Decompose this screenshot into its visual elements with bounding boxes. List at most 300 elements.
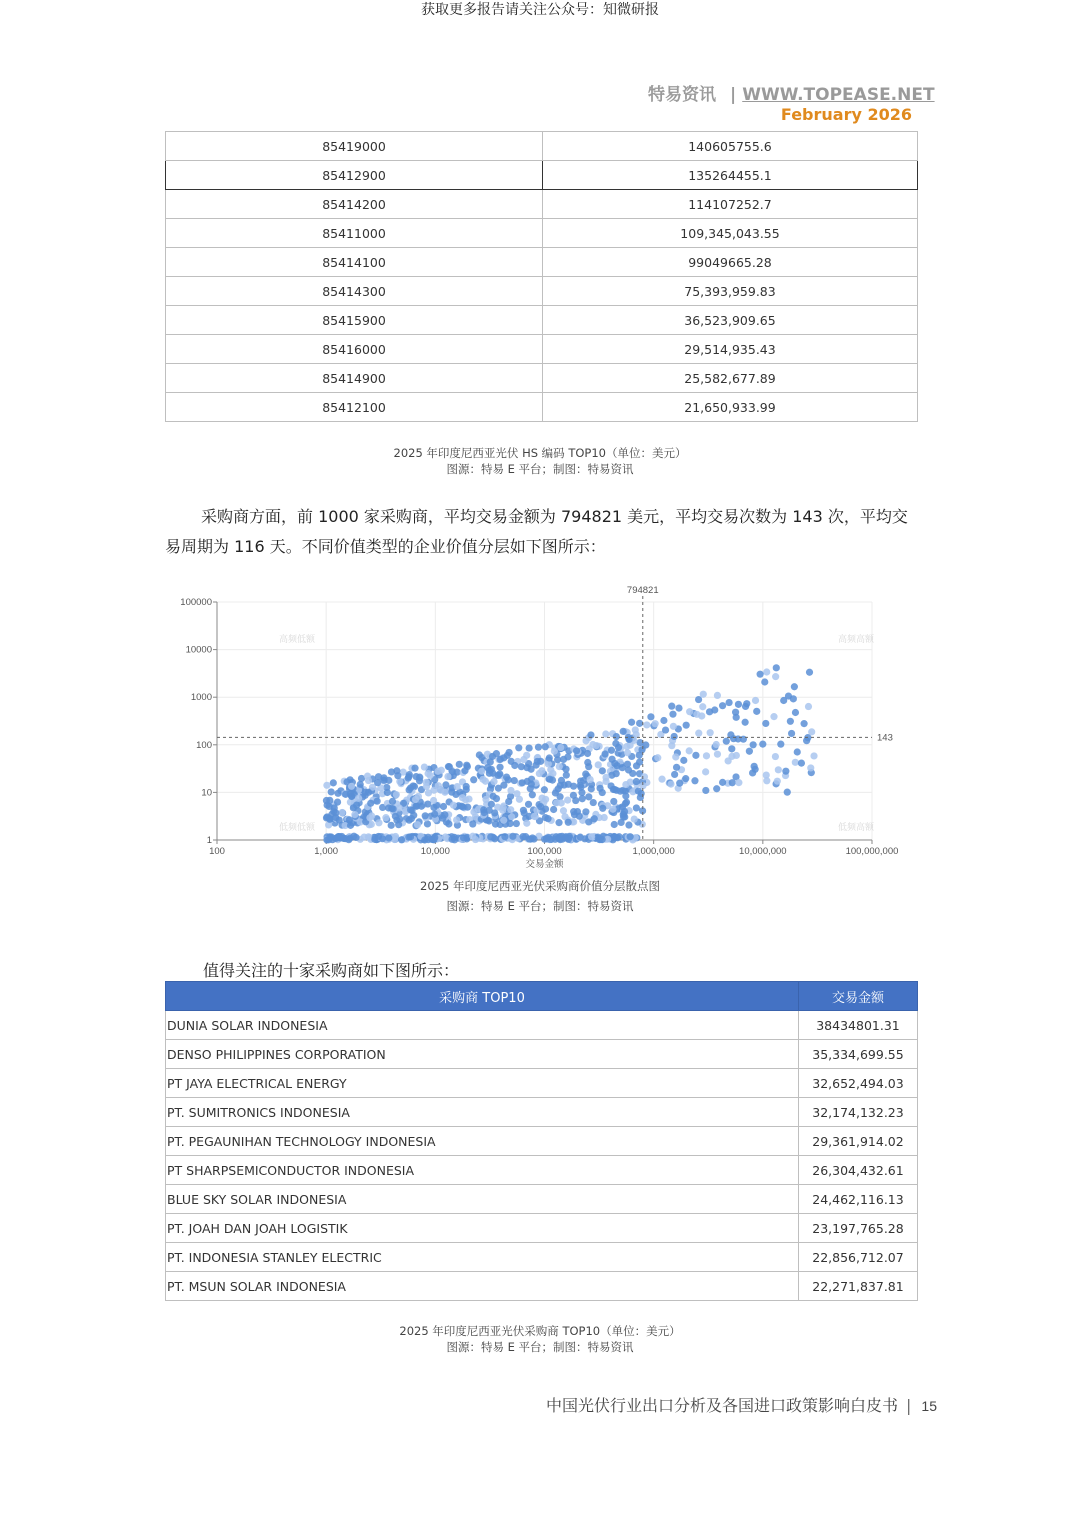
scatter-point bbox=[463, 783, 470, 790]
scatter-point bbox=[587, 776, 594, 783]
scatter-point bbox=[546, 776, 553, 783]
scatter-point bbox=[599, 767, 606, 774]
scatter-point bbox=[454, 783, 461, 790]
scatter-point bbox=[751, 763, 758, 770]
scatter-point bbox=[460, 834, 467, 841]
scatter-point bbox=[357, 781, 364, 788]
scatter-point bbox=[673, 764, 680, 771]
scatter-point bbox=[374, 779, 381, 786]
buyer-subheading: 值得关注的十家采购商如下图所示： bbox=[203, 961, 460, 980]
scatter-point bbox=[535, 744, 542, 751]
scatter-point bbox=[590, 799, 597, 806]
scatter-point bbox=[555, 819, 562, 826]
scatter-point bbox=[752, 697, 759, 704]
scatter-point bbox=[757, 671, 764, 678]
y-tick-label: 100000 bbox=[180, 597, 212, 608]
report-date: February 2026 bbox=[780, 105, 912, 124]
scatter-point bbox=[774, 778, 781, 785]
buyer-amount-cell: 26,304,432.61 bbox=[799, 1156, 918, 1185]
scatter-point bbox=[482, 796, 489, 803]
hs-code-cell: 85414900 bbox=[166, 364, 543, 393]
scatter-point bbox=[506, 820, 513, 827]
scatter-point bbox=[658, 776, 665, 783]
scatter-point bbox=[622, 792, 629, 799]
scatter-point bbox=[499, 807, 506, 814]
brand-separator: | bbox=[730, 85, 737, 105]
scatter-point bbox=[773, 664, 780, 671]
buyer-column-header: 采购商 TOP10 bbox=[166, 982, 799, 1011]
scatter-point bbox=[728, 753, 735, 760]
scatter-point bbox=[388, 822, 395, 829]
hs-value-cell: 25,582,677.89 bbox=[543, 364, 918, 393]
scatter-point bbox=[448, 836, 455, 843]
scatter-point bbox=[330, 779, 337, 786]
table-row bbox=[166, 190, 918, 219]
scatter-point bbox=[572, 797, 579, 804]
scatter-point bbox=[385, 834, 392, 841]
scatter-point bbox=[577, 834, 584, 841]
scatter-point bbox=[589, 741, 596, 748]
buyer-name-cell: PT SHARPSEMICONDUCTOR INDONESIA bbox=[166, 1156, 799, 1185]
scatter-point bbox=[430, 787, 437, 794]
table-row bbox=[166, 132, 918, 161]
scatter-point bbox=[339, 809, 346, 816]
scatter-point bbox=[787, 718, 794, 725]
scatter-point bbox=[599, 805, 606, 812]
scatter-point bbox=[702, 768, 709, 775]
brand-url[interactable]: WWW.TOPEASE.NET bbox=[742, 85, 935, 105]
scatter-point bbox=[396, 804, 403, 811]
scatter-point bbox=[619, 803, 626, 810]
scatter-point bbox=[719, 702, 726, 709]
scatter-point bbox=[624, 749, 631, 756]
scatter-point bbox=[806, 669, 813, 676]
scatter-point bbox=[355, 795, 362, 802]
scatter-point bbox=[612, 740, 619, 747]
scatter-point bbox=[735, 701, 742, 708]
y-tick-label: 100 bbox=[196, 739, 212, 751]
quadrant-label: 低频高额 bbox=[837, 822, 875, 832]
page-number: 15 bbox=[921, 1398, 937, 1414]
scatter-point bbox=[424, 800, 431, 807]
scatter-point bbox=[542, 743, 549, 750]
scatter-point bbox=[579, 795, 586, 802]
scatter-point bbox=[713, 741, 720, 748]
scatter-point bbox=[671, 771, 678, 778]
scatter-point bbox=[625, 766, 632, 773]
scatter-point bbox=[562, 766, 569, 773]
scatter-point bbox=[668, 703, 675, 710]
table-row bbox=[166, 1185, 918, 1214]
scatter-point bbox=[543, 835, 550, 842]
scatter-point bbox=[411, 765, 418, 772]
buyer-name-cell: DUNIA SOLAR INDONESIA bbox=[166, 1011, 799, 1040]
scatter-point bbox=[470, 808, 477, 815]
scatter-point bbox=[622, 781, 629, 788]
scatter-point bbox=[573, 747, 580, 754]
scatter-point bbox=[366, 814, 373, 821]
scatter-point bbox=[410, 812, 417, 819]
scatter-point bbox=[695, 730, 702, 737]
scatter-point bbox=[647, 713, 654, 720]
scatter-point bbox=[680, 757, 687, 764]
buyer-amount-cell: 22,856,712.07 bbox=[799, 1243, 918, 1272]
table-row bbox=[166, 364, 918, 393]
table-row bbox=[166, 1272, 918, 1301]
table-row bbox=[166, 277, 918, 306]
hs-value-cell: 99049665.28 bbox=[543, 248, 918, 277]
scatter-point bbox=[353, 802, 360, 809]
scatter-point bbox=[700, 691, 707, 698]
scatter-point bbox=[519, 833, 526, 840]
scatter-point bbox=[691, 777, 698, 784]
hs-value-cell: 29,514,935.43 bbox=[543, 335, 918, 364]
scatter-point bbox=[602, 774, 609, 781]
scatter-point bbox=[490, 778, 497, 785]
hs-value-cell: 135264455.1 bbox=[543, 161, 918, 190]
scatter-point bbox=[534, 758, 541, 765]
scatter-point bbox=[531, 813, 538, 820]
scatter-point bbox=[714, 692, 721, 699]
avg-amount-label: 794821 bbox=[626, 585, 659, 596]
scatter-point bbox=[633, 762, 640, 769]
scatter-point bbox=[513, 820, 520, 827]
scatter-point bbox=[610, 786, 617, 793]
scatter-point bbox=[550, 806, 557, 813]
scatter-point bbox=[392, 813, 399, 820]
x-tick-label: 100,000 bbox=[527, 846, 562, 857]
scatter-point bbox=[526, 744, 533, 751]
scatter-point bbox=[729, 779, 736, 786]
scatter-point bbox=[520, 807, 527, 814]
buyer-name-cell: DENSO PHILIPPINES CORPORATION bbox=[166, 1040, 799, 1069]
scatter-point bbox=[635, 787, 642, 794]
scatter-point bbox=[323, 797, 330, 804]
scatter-point bbox=[682, 775, 689, 782]
scatter-point bbox=[703, 752, 710, 759]
buyer-name-cell: PT JAYA ELECTRICAL ENERGY bbox=[166, 1069, 799, 1098]
scatter-point bbox=[525, 801, 532, 808]
scatter-point bbox=[487, 833, 494, 840]
y-tick-label: 10000 bbox=[185, 644, 212, 656]
scatter-point bbox=[770, 713, 777, 720]
scatter-point bbox=[761, 678, 768, 685]
scatter-point bbox=[735, 779, 742, 786]
scatter-point bbox=[511, 777, 518, 784]
scatter-point bbox=[551, 748, 558, 755]
scatter-point bbox=[608, 756, 615, 763]
scatter-point bbox=[375, 819, 382, 826]
top-banner: 获取更多报告请关注公众号：知微研报 bbox=[421, 2, 659, 18]
scatter-point bbox=[794, 748, 801, 755]
x-axis-label: 交易金额 bbox=[525, 859, 564, 870]
scatter-point bbox=[686, 747, 693, 754]
scatter-point bbox=[654, 754, 661, 761]
scatter-point bbox=[585, 793, 592, 800]
scatter-point bbox=[676, 780, 683, 787]
hs-table-caption: 2025 年印度尼西亚光伏 HS 编码 TOP10（单位：美元） bbox=[393, 446, 687, 460]
hs-code-cell: 85414300 bbox=[166, 277, 543, 306]
x-tick-label: 1,000,000 bbox=[632, 846, 675, 857]
scatter-point bbox=[596, 785, 603, 792]
scatter-point bbox=[668, 742, 675, 749]
hs-code-cell: 85414100 bbox=[166, 248, 543, 277]
scatter-point bbox=[422, 812, 429, 819]
hs-code-cell: 85412100 bbox=[166, 393, 543, 422]
scatter-point bbox=[719, 779, 726, 786]
scatter-point bbox=[410, 782, 417, 789]
scatter-point bbox=[759, 741, 766, 748]
brand-header bbox=[648, 80, 935, 105]
scatter-point bbox=[683, 722, 690, 729]
scatter-point bbox=[516, 796, 523, 803]
scatter-point bbox=[351, 811, 358, 818]
chart-source: 图源：特易 E 平台；制图：特易资讯 bbox=[446, 899, 634, 913]
scatter-point bbox=[560, 807, 567, 814]
scatter-point bbox=[791, 683, 798, 690]
scatter-point bbox=[557, 744, 564, 751]
scatter-point bbox=[707, 729, 714, 736]
scatter-point bbox=[384, 789, 391, 796]
scatter-point bbox=[740, 736, 747, 743]
scatter-point bbox=[671, 733, 678, 740]
scatter-point bbox=[631, 815, 638, 822]
scatter-point bbox=[609, 806, 616, 813]
table-row bbox=[166, 1011, 918, 1040]
scatter-point bbox=[576, 813, 583, 820]
hs-code-cell: 85419000 bbox=[166, 132, 543, 161]
scatter-point bbox=[633, 804, 640, 811]
scatter-point bbox=[424, 770, 431, 777]
buyer-table-caption: 2025 年印度尼西亚光伏采购商 TOP10（单位：美元） bbox=[399, 1324, 681, 1338]
scatter-point bbox=[627, 833, 634, 840]
scatter-point bbox=[325, 836, 332, 843]
hs-code-cell: 85414200 bbox=[166, 190, 543, 219]
scatter-point bbox=[669, 711, 676, 718]
scatter-point bbox=[675, 705, 682, 712]
buyer-amount-cell: 23,197,765.28 bbox=[799, 1214, 918, 1243]
buyer-amount-cell: 38434801.31 bbox=[799, 1011, 918, 1040]
buyer-amount-cell: 22,271,837.81 bbox=[799, 1272, 918, 1301]
scatter-point bbox=[725, 699, 732, 706]
scatter-point bbox=[388, 768, 395, 775]
scatter-point bbox=[528, 780, 535, 787]
scatter-point bbox=[459, 794, 466, 801]
scatter-point bbox=[497, 756, 504, 763]
scatter-point bbox=[746, 748, 753, 755]
buyer-name-cell: PT. INDONESIA STANLEY ELECTRIC bbox=[166, 1243, 799, 1272]
scatter-point bbox=[561, 781, 568, 788]
scatter-point bbox=[424, 820, 431, 827]
scatter-point bbox=[805, 703, 812, 710]
scatter-point bbox=[608, 747, 615, 754]
scatter-point bbox=[469, 820, 476, 827]
scatter-point bbox=[632, 726, 639, 733]
scatter-point bbox=[444, 773, 451, 780]
scatter-point bbox=[713, 785, 720, 792]
hs-table-source: 图源：特易 E 平台；制图：特易资讯 bbox=[446, 462, 634, 476]
scatter-point bbox=[672, 753, 679, 760]
table-row bbox=[166, 1040, 918, 1069]
scatter-point bbox=[782, 768, 789, 775]
scatter-point bbox=[706, 708, 713, 715]
scatter-point bbox=[486, 817, 493, 824]
scatter-point bbox=[777, 741, 784, 748]
scatter-point bbox=[723, 738, 730, 745]
scatter-point bbox=[570, 808, 577, 815]
scatter-point bbox=[792, 709, 799, 716]
chart-caption: 2025 年印度尼西亚光伏采购商价值分层散点图 bbox=[420, 879, 660, 893]
scatter-point bbox=[405, 774, 412, 781]
quadrant-label: 高频低额 bbox=[278, 634, 316, 644]
scatter-point bbox=[506, 749, 513, 756]
scatter-point bbox=[507, 787, 514, 794]
scatter-point bbox=[798, 760, 805, 767]
scatter-point bbox=[620, 811, 627, 818]
scatter-point bbox=[382, 814, 389, 821]
brand-name: 特易资讯 bbox=[648, 85, 716, 105]
scatter-point bbox=[546, 754, 553, 761]
scatter-point bbox=[412, 796, 419, 803]
scatter-point bbox=[753, 708, 760, 715]
scatter-point bbox=[807, 764, 814, 771]
scatter-point bbox=[698, 712, 705, 719]
scatter-point bbox=[636, 752, 643, 759]
scatter-point bbox=[446, 763, 453, 770]
scatter-points bbox=[323, 664, 818, 843]
scatter-point bbox=[772, 673, 779, 680]
scatter-point bbox=[633, 778, 640, 785]
scatter-point bbox=[556, 763, 563, 770]
hs-code-table bbox=[165, 131, 918, 422]
scatter-point bbox=[692, 752, 699, 759]
scatter-point bbox=[617, 788, 624, 795]
scatter-point bbox=[365, 789, 372, 796]
scatter-point bbox=[790, 695, 797, 702]
buyer-summary-paragraph: 采购商方面，前 1000 家采购商，平均交易金额为 794821 美元，平均交易次数为 143 次，平均交易周期为 116 天。不同价值类型的企业价值分层如下图所示： bbox=[165, 507, 908, 556]
buyer-amount-cell: 32,652,494.03 bbox=[799, 1069, 918, 1098]
buyer-amount-cell: 24,462,116.13 bbox=[799, 1185, 918, 1214]
table-row bbox=[166, 1214, 918, 1243]
x-tick-label: 100 bbox=[209, 846, 225, 857]
quadrant-label: 高频高额 bbox=[837, 634, 875, 644]
scatter-point bbox=[439, 815, 446, 822]
table-row bbox=[166, 1243, 918, 1272]
footer-title: 中国光伏行业出口分析及各国进口政策影响白皮书 bbox=[546, 1396, 899, 1415]
scatter-point bbox=[523, 820, 530, 827]
table-row bbox=[166, 1069, 918, 1098]
table-row bbox=[166, 306, 918, 335]
table-row bbox=[166, 161, 918, 190]
scatter-point bbox=[702, 787, 709, 794]
scatter-point bbox=[393, 791, 400, 798]
scatter-point bbox=[772, 753, 779, 760]
scatter-point bbox=[620, 728, 627, 735]
scatter-point bbox=[379, 835, 386, 842]
scatter-point bbox=[492, 821, 499, 828]
hs-value-cell: 114107252.7 bbox=[543, 190, 918, 219]
scatter-point bbox=[394, 772, 401, 779]
scatter-point bbox=[484, 764, 491, 771]
table-row bbox=[166, 219, 918, 248]
scatter-point bbox=[445, 820, 452, 827]
scatter-point bbox=[380, 774, 387, 781]
scatter-point bbox=[490, 793, 497, 800]
scatter-point bbox=[788, 730, 795, 737]
scatter-point bbox=[440, 803, 447, 810]
scatter-point bbox=[398, 836, 405, 843]
amount-column-header: 交易金额 bbox=[799, 982, 918, 1011]
scatter-point bbox=[530, 835, 537, 842]
scatter-point bbox=[453, 816, 460, 823]
scatter-point bbox=[667, 780, 674, 787]
hs-value-cell: 140605755.6 bbox=[543, 132, 918, 161]
scatter-point bbox=[784, 789, 791, 796]
scatter-point bbox=[430, 835, 437, 842]
hs-code-cell: 85415900 bbox=[166, 306, 543, 335]
hs-code-cell: 85411000 bbox=[166, 219, 543, 248]
scatter-point bbox=[625, 821, 632, 828]
x-tick-label: 10,000 bbox=[420, 846, 450, 857]
avg-frequency-label: 143 bbox=[877, 732, 893, 744]
scatter-point bbox=[558, 799, 565, 806]
quadrant-label: 低频低额 bbox=[278, 822, 316, 832]
scatter-point bbox=[346, 816, 353, 823]
scatter-point bbox=[780, 697, 787, 704]
scatter-point bbox=[601, 814, 608, 821]
hs-code-cell: 85416000 bbox=[166, 335, 543, 364]
scatter-point bbox=[364, 773, 371, 780]
scatter-point bbox=[418, 803, 425, 810]
scatter-point bbox=[496, 770, 503, 777]
scatter-point bbox=[450, 802, 457, 809]
buyer-amount-cell: 35,334,699.55 bbox=[799, 1040, 918, 1069]
scatter-point bbox=[337, 834, 344, 841]
table-row bbox=[166, 393, 918, 422]
hs-value-cell: 75,393,959.83 bbox=[543, 277, 918, 306]
scatter-point bbox=[350, 833, 357, 840]
scatter-point bbox=[808, 728, 815, 735]
scatter-point bbox=[660, 717, 667, 724]
scatter-point bbox=[641, 773, 648, 780]
scatter-point bbox=[541, 786, 548, 793]
scatter-point bbox=[529, 791, 536, 798]
scatter-point bbox=[511, 762, 518, 769]
scatter-point bbox=[699, 703, 706, 710]
buyer-amount-cell: 32,174,132.23 bbox=[799, 1098, 918, 1127]
scatter-point bbox=[552, 789, 559, 796]
scatter-point bbox=[414, 821, 421, 828]
scatter-point bbox=[437, 787, 444, 794]
hs-value-cell: 21,650,933.99 bbox=[543, 393, 918, 422]
scatter-point bbox=[469, 833, 476, 840]
scatter-point bbox=[582, 737, 589, 744]
scatter-point bbox=[503, 773, 510, 780]
table-row bbox=[166, 248, 918, 277]
scatter-point bbox=[496, 764, 503, 771]
scatter-point bbox=[610, 798, 617, 805]
y-tick-label: 10 bbox=[201, 787, 212, 799]
scatter-point bbox=[810, 752, 817, 759]
scatter-point bbox=[582, 808, 589, 815]
scatter-point bbox=[585, 763, 592, 770]
scatter-point bbox=[623, 743, 630, 750]
scatter-point bbox=[596, 835, 603, 842]
scatter-point bbox=[486, 807, 493, 814]
scatter-point bbox=[326, 816, 333, 823]
scatter-point bbox=[613, 762, 620, 769]
scatter-point bbox=[434, 768, 441, 775]
